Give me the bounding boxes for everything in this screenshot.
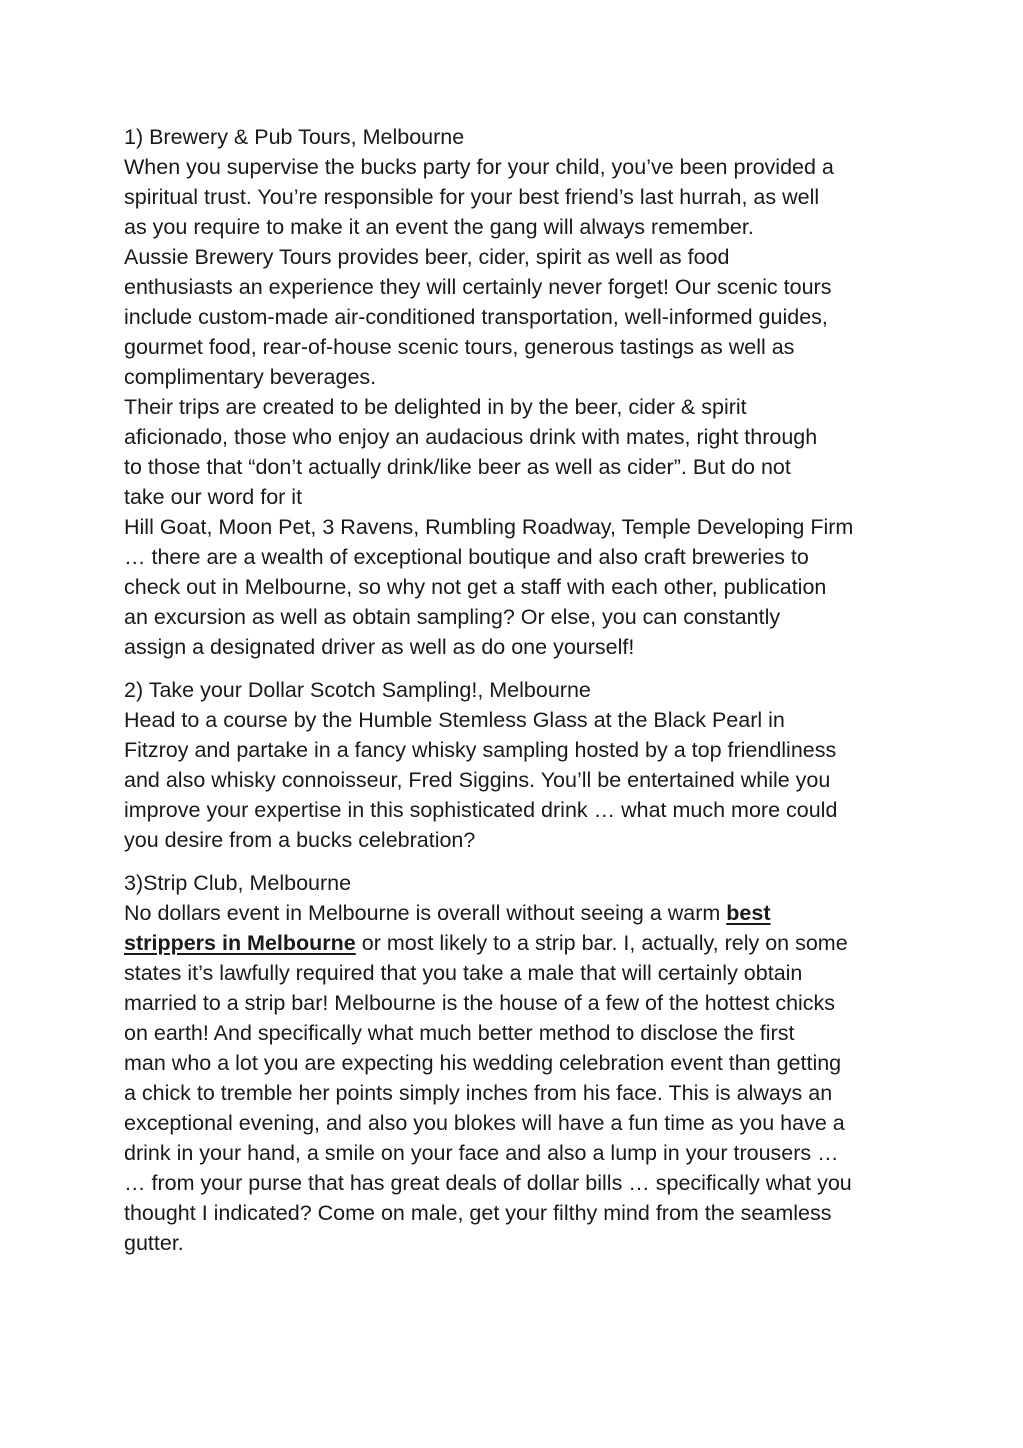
body-line: as you require to make it an event the gang will always remember. (124, 215, 754, 239)
body-line: When you supervise the bucks party for your child, you’ve been provided a (124, 155, 834, 179)
body-line (124, 898, 914, 928)
body-line: spiritual trust. You’re responsible for your best friend’s last hurrah, as well (124, 185, 820, 209)
body-line: aficionado, those who enjoy an audacious drink with mates, right through (124, 425, 818, 449)
body-line: man who a lot you are expecting his wedding celebration event than getting (124, 1051, 842, 1075)
body-line: Aussie Brewery Tours provides beer, cider, spirit as well as food (124, 245, 730, 269)
body-line: complimentary beverages. (124, 365, 377, 389)
body-line: Their trips are created to be delighted in by the beer, cider & spirit (124, 395, 747, 419)
body-line (124, 928, 914, 958)
body-line: drink in your hand, a smile on your face and also a lump in your trousers … (124, 1141, 839, 1165)
document-page (124, 122, 914, 1271)
body-line: Fitzroy and partake in a fancy whisky sampling hosted by a top friendliness (124, 738, 837, 762)
body-line: assign a designated driver as well as do one yourself! (124, 635, 635, 659)
body-line: enthusiasts an experience they will certainly never forget! Our scenic tours (124, 275, 832, 299)
body-line: … from your purse that has great deals of dollar bills … specifically what you (124, 1171, 852, 1195)
body-line: states it’s lawfully required that you take a male that will certainly obtain (124, 961, 803, 985)
body-line: take our word for it (124, 485, 303, 509)
body-line: thought I indicated? Come on male, get your filthy mind from the seamless (124, 1201, 832, 1225)
body-line: improve your expertise in this sophisticated drink … what much more could (124, 798, 838, 822)
body-line: exceptional evening, and also you blokes will have a fun time as you have a (124, 1111, 845, 1135)
section-heading: 3)Strip Club, Melbourne (124, 871, 352, 895)
body-line: Hill Goat, Moon Pet, 3 Ravens, Rumbling Roadway, Temple Developing Firm (124, 515, 854, 539)
section-heading: 2) Take your Dollar Scotch Sampling!, Melbourne (124, 678, 591, 702)
section-strip-club (124, 868, 914, 1258)
body-line: married to a strip bar! Melbourne is the house of a few of the hottest chicks (124, 991, 836, 1015)
body-line: include custom-made air-conditioned transportation, well-informed guides, (124, 305, 828, 329)
body-line: you desire from a bucks celebration? (124, 828, 476, 852)
body-line: gourmet food, rear-of-house scenic tours, generous tastings as well as (124, 335, 795, 359)
section-brewery-tours (124, 122, 914, 662)
body-line: an excursion as well as obtain sampling? Or else, you can constantly (124, 605, 781, 629)
section-scotch-sampling (124, 675, 914, 855)
section-heading: 1) Brewery & Pub Tours, Melbourne (124, 125, 465, 149)
body-text: No dollars event in Melbourne is overall without seeing a warm (124, 901, 727, 925)
body-line: a chick to tremble her points simply inches from his face. This is always an (124, 1081, 833, 1105)
body-line: and also whisky connoisseur, Fred Siggins. You’ll be entertained while you (124, 768, 831, 792)
best-strippers-link-continued[interactable]: strippers in Melbourne (124, 931, 356, 955)
body-line: Head to a course by the Humble Stemless Glass at the Black Pearl in (124, 708, 785, 732)
body-line: to those that “don’t actually drink/like beer as well as cider”. But do not (124, 455, 791, 479)
body-line: … there are a wealth of exceptional boutique and also craft breweries to (124, 545, 809, 569)
body-line: on earth! And specifically what much better method to disclose the first (124, 1021, 795, 1045)
body-line: check out in Melbourne, so why not get a staff with each other, publication (124, 575, 827, 599)
best-strippers-link[interactable]: best (726, 901, 771, 925)
body-line: gutter. (124, 1231, 184, 1255)
body-text: or most likely to a strip bar. I, actually, rely on some (355, 931, 848, 955)
